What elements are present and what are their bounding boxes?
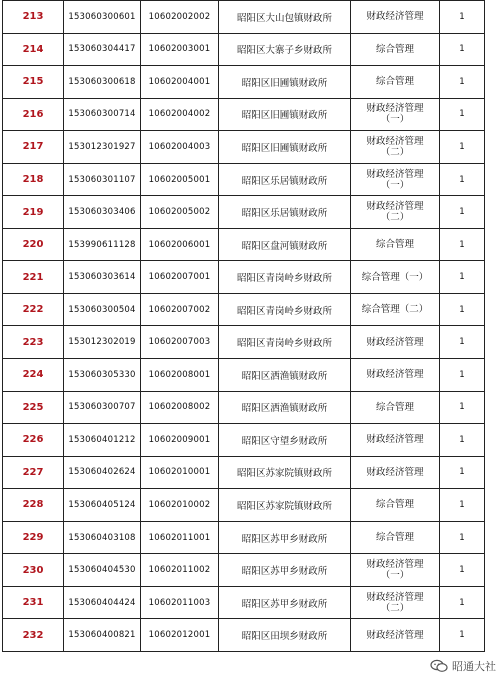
position-code: 10602011001 — [141, 521, 219, 554]
position-code: 10602003001 — [141, 33, 219, 66]
position-code: 10602007002 — [141, 293, 219, 326]
position-name-line: 财政经济管理 — [366, 629, 424, 641]
position-name — [351, 586, 440, 619]
table-row — [3, 196, 485, 229]
position-code: 10602007001 — [141, 261, 219, 294]
position-name — [351, 554, 440, 587]
row-sequence-number: 214 — [3, 33, 64, 66]
employer-unit: 昭阳区盘河镇财政所 — [219, 228, 351, 261]
row-sequence-number: 225 — [3, 391, 64, 424]
employer-unit: 昭阳区乐居镇财政所 — [219, 163, 351, 196]
hire-count: 1 — [440, 196, 485, 229]
position-name-line: 综合管理 — [375, 499, 414, 511]
hire-count: 1 — [440, 228, 485, 261]
candidate-id: 153060303406 — [64, 196, 141, 229]
position-name-line: （一） — [380, 179, 410, 191]
hire-count: 1 — [440, 33, 485, 66]
position-name-line: （一） — [380, 570, 410, 582]
row-sequence-number: 221 — [3, 261, 64, 294]
candidate-id: 153012302019 — [64, 326, 141, 359]
position-name — [351, 489, 440, 522]
candidate-id: 153060402624 — [64, 456, 141, 489]
candidate-id: 153990611128 — [64, 228, 141, 261]
candidate-id: 153060403108 — [64, 521, 141, 554]
employer-unit: 昭阳区苏甲乡财政所 — [219, 521, 351, 554]
position-name — [351, 1, 440, 34]
candidate-id: 153060300618 — [64, 66, 141, 99]
row-sequence-number: 217 — [3, 131, 64, 164]
position-name-line: 财政经济管理 — [366, 591, 424, 603]
position-name — [351, 391, 440, 424]
hire-count: 1 — [440, 261, 485, 294]
position-name-line: 财政经济管理 — [366, 11, 424, 23]
employer-unit: 昭阳区苏家院镇财政所 — [219, 456, 351, 489]
row-sequence-number: 213 — [3, 1, 64, 34]
hire-count: 1 — [440, 489, 485, 522]
row-sequence-number: 220 — [3, 228, 64, 261]
hire-count: 1 — [440, 359, 485, 392]
table-row — [3, 293, 485, 326]
candidate-id: 153060400821 — [64, 619, 141, 652]
table-row — [3, 456, 485, 489]
row-sequence-number: 227 — [3, 456, 64, 489]
position-name — [351, 521, 440, 554]
position-code: 10602005002 — [141, 196, 219, 229]
table-row — [3, 1, 485, 34]
position-name-line: （二） — [380, 602, 410, 614]
watermark — [430, 658, 496, 674]
position-name-line: 财政经济管理 — [366, 103, 424, 115]
table-row — [3, 228, 485, 261]
hire-count: 1 — [440, 163, 485, 196]
employer-unit: 昭阳区苏甲乡财政所 — [219, 586, 351, 619]
wechat-icon — [430, 659, 448, 673]
position-code: 10602011003 — [141, 586, 219, 619]
hire-count: 1 — [440, 554, 485, 587]
table-row — [3, 586, 485, 619]
position-code: 10602002002 — [141, 1, 219, 34]
position-name — [351, 619, 440, 652]
position-name — [351, 456, 440, 489]
row-sequence-number: 215 — [3, 66, 64, 99]
candidate-id: 153012301927 — [64, 131, 141, 164]
position-code: 10602008002 — [141, 391, 219, 424]
employer-unit: 昭阳区青岗岭乡财政所 — [219, 261, 351, 294]
employer-unit: 昭阳区苏家院镇财政所 — [219, 489, 351, 522]
employer-unit: 昭阳区田坝乡财政所 — [219, 619, 351, 652]
position-name-line: （一） — [380, 114, 410, 126]
candidate-id: 153060404424 — [64, 586, 141, 619]
table-row — [3, 619, 485, 652]
hire-count: 1 — [440, 586, 485, 619]
employer-unit: 昭阳区守望乡财政所 — [219, 424, 351, 457]
position-code: 10602006001 — [141, 228, 219, 261]
hire-count: 1 — [440, 131, 485, 164]
hire-count: 1 — [440, 98, 485, 131]
position-name-line: 综合管理 — [375, 532, 414, 544]
table-row — [3, 521, 485, 554]
position-code: 10602004002 — [141, 98, 219, 131]
candidate-id: 153060305330 — [64, 359, 141, 392]
table-row — [3, 33, 485, 66]
hire-count: 1 — [440, 456, 485, 489]
position-code: 10602007003 — [141, 326, 219, 359]
position-code: 10602005001 — [141, 163, 219, 196]
employer-unit: 昭阳区苏甲乡财政所 — [219, 554, 351, 587]
position-name-line: 综合管理 — [375, 401, 414, 413]
hire-count: 1 — [440, 521, 485, 554]
position-name-line: 财政经济管理 — [366, 466, 424, 478]
position-name-line: 综合管理 — [375, 43, 414, 55]
position-name — [351, 261, 440, 294]
table-row — [3, 359, 485, 392]
position-name — [351, 326, 440, 359]
hire-count: 1 — [440, 293, 485, 326]
hire-count: 1 — [440, 619, 485, 652]
position-code: 10602004001 — [141, 66, 219, 99]
hire-count: 1 — [440, 424, 485, 457]
employer-unit: 昭阳区旧圃镇财政所 — [219, 131, 351, 164]
candidate-id: 153060300714 — [64, 98, 141, 131]
position-code: 10602009001 — [141, 424, 219, 457]
hire-count: 1 — [440, 326, 485, 359]
candidate-id: 153060300504 — [64, 293, 141, 326]
candidate-id: 153060303614 — [64, 261, 141, 294]
row-sequence-number: 219 — [3, 196, 64, 229]
row-sequence-number: 232 — [3, 619, 64, 652]
position-name — [351, 424, 440, 457]
position-code: 10602004003 — [141, 131, 219, 164]
position-name-line: 财政经济管理 — [366, 559, 424, 571]
watermark-text: 昭通大社 — [452, 660, 496, 673]
position-name — [351, 196, 440, 229]
row-sequence-number: 230 — [3, 554, 64, 587]
row-sequence-number: 218 — [3, 163, 64, 196]
table-body — [3, 1, 485, 652]
employer-unit: 昭阳区青岗岭乡财政所 — [219, 293, 351, 326]
position-code: 10602010001 — [141, 456, 219, 489]
hire-count: 1 — [440, 391, 485, 424]
candidate-id: 153060404530 — [64, 554, 141, 587]
employer-unit: 昭阳区旧圃镇财政所 — [219, 66, 351, 99]
employer-unit: 昭阳区大寨子乡财政所 — [219, 33, 351, 66]
employer-unit: 昭阳区乐居镇财政所 — [219, 196, 351, 229]
position-name-line: 综合管理 — [375, 76, 414, 88]
employer-unit: 昭阳区旧圃镇财政所 — [219, 98, 351, 131]
row-sequence-number: 228 — [3, 489, 64, 522]
table-row — [3, 163, 485, 196]
table-row — [3, 326, 485, 359]
position-name-line: 财政经济管理 — [366, 201, 424, 213]
row-sequence-number: 231 — [3, 586, 64, 619]
candidate-id: 153060301107 — [64, 163, 141, 196]
table-row — [3, 131, 485, 164]
row-sequence-number: 226 — [3, 424, 64, 457]
position-name — [351, 359, 440, 392]
hire-count: 1 — [440, 66, 485, 99]
position-name-line: （二） — [380, 212, 410, 224]
row-sequence-number: 229 — [3, 521, 64, 554]
hire-count: 1 — [440, 1, 485, 34]
row-sequence-number: 222 — [3, 293, 64, 326]
position-name — [351, 228, 440, 261]
candidate-id: 153060300601 — [64, 1, 141, 34]
table-row — [3, 98, 485, 131]
position-name — [351, 131, 440, 164]
position-name-line: 财政经济管理 — [366, 434, 424, 446]
candidate-id: 153060304417 — [64, 33, 141, 66]
employer-unit: 昭阳区洒渔镇财政所 — [219, 391, 351, 424]
table-row — [3, 66, 485, 99]
position-name — [351, 98, 440, 131]
position-name-line: 财政经济管理 — [366, 135, 424, 147]
position-code: 10602012001 — [141, 619, 219, 652]
position-name-line: 综合管理（一） — [361, 271, 429, 283]
position-name-line: 财政经济管理 — [366, 336, 424, 348]
table-row — [3, 261, 485, 294]
employer-unit: 昭阳区洒渔镇财政所 — [219, 359, 351, 392]
row-sequence-number: 223 — [3, 326, 64, 359]
candidate-id: 153060300707 — [64, 391, 141, 424]
position-name — [351, 66, 440, 99]
employer-unit: 昭阳区大山包镇财政所 — [219, 1, 351, 34]
position-name-line: 综合管理（二） — [361, 304, 429, 316]
candidate-id: 153060405124 — [64, 489, 141, 522]
position-code: 10602008001 — [141, 359, 219, 392]
position-name — [351, 33, 440, 66]
position-name-line: 综合管理 — [375, 239, 414, 251]
table-row — [3, 391, 485, 424]
position-code: 10602011002 — [141, 554, 219, 587]
position-name-line: 财政经济管理 — [366, 369, 424, 381]
results-table — [2, 0, 485, 652]
position-name-line: （二） — [380, 146, 410, 158]
row-sequence-number: 224 — [3, 359, 64, 392]
table-row — [3, 554, 485, 587]
position-code: 10602010002 — [141, 489, 219, 522]
position-name — [351, 163, 440, 196]
row-sequence-number: 216 — [3, 98, 64, 131]
candidate-id: 153060401212 — [64, 424, 141, 457]
employer-unit: 昭阳区青岗岭乡财政所 — [219, 326, 351, 359]
position-name-line: 财政经济管理 — [366, 168, 424, 180]
table-row — [3, 489, 485, 522]
table-row — [3, 424, 485, 457]
position-name — [351, 293, 440, 326]
